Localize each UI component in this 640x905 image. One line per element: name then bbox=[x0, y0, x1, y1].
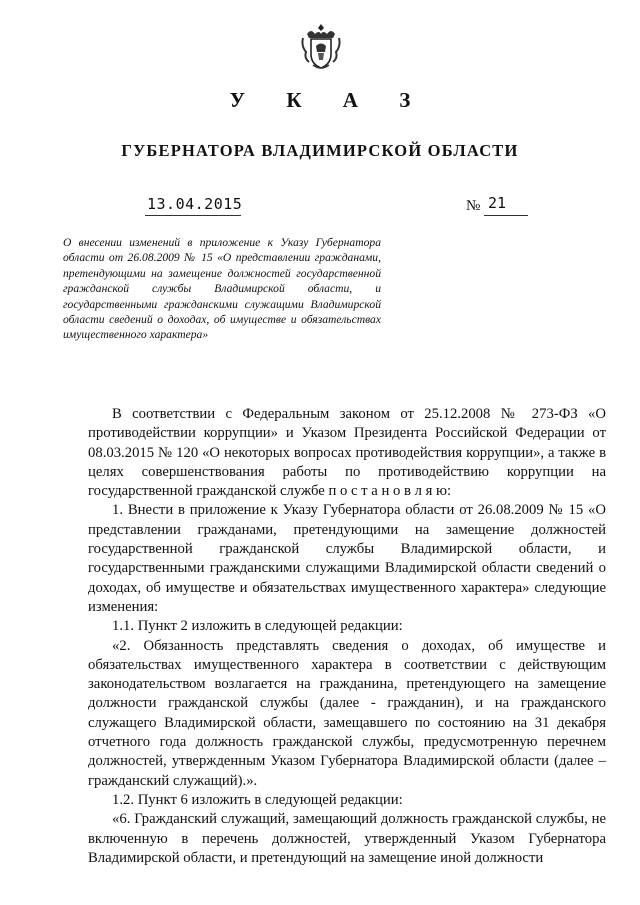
document-title: У К А З bbox=[229, 88, 429, 112]
paragraph-preamble: В соответствии с Федеральным законом от 25.12.2008 № 273-ФЗ «О противодействии коррупции» и Указом Президента Российской Федерации от 08.03.2015 № 120 «О некоторых вопросах противодействия коррупции», а также в целях совершенствования работы по противодействию коррупции на государственной гражданской службе п о с т а н о в л я ю: bbox=[88, 406, 606, 500]
decree-date: 13.04.2015 bbox=[147, 195, 243, 213]
paragraph-item-2-text: «2. Обязанность представлять сведения о доходах, об имуществе и обязательствах имущественного характера в соответствии с действующим законодательством возлагается на гражданина, претендующего на замещение должности гражданской службы (далее - гражданин), и на гражданского служащего Владимирской области, замещавшего по состоянию на 31 декабря отчетного года должность гражданской службы, предусмотренную перечнем должностей, утвержденным Указом Губернатора Владимирской области (далее – гражданский служащий).». bbox=[88, 637, 606, 789]
issuer-heading: ГУБЕРНАТОРА ВЛАДИМИРСКОЙ ОБЛАСТИ bbox=[121, 141, 519, 160]
decree-subject: О внесении изменений в приложение к Указу Губернатора области от 26.08.2009 № 15 «О представлении гражданами, претендующими на замещение должностей государственной гражданской службы Владимирской области, и государственными гражданскими служащими Владимирской области сведений о доходах, об имуществе и обязательствах имущественного характера» bbox=[63, 236, 381, 342]
decree-number: 21 bbox=[488, 194, 507, 212]
paragraph-item-1-2: 1.2. Пункт 6 изложить в следующей редакции: bbox=[112, 791, 403, 808]
number-underline bbox=[484, 215, 528, 216]
paragraph-item-1: 1. Внести в приложение к Указу Губернатора области от 26.08.2009 № 15 «О представлении гражданами, претендующими на замещение должностей государственной гражданской службы Владимирской области, и государственными гражданскими служащими Владимирской области сведений о доходах, об имуществе и обязательствах имущественного характера» следующие изменения: bbox=[88, 502, 606, 615]
coat-of-arms-icon bbox=[301, 22, 341, 72]
decree-body bbox=[88, 405, 606, 868]
number-label: № bbox=[466, 198, 481, 214]
paragraph-item-6-text: «6. Гражданский служащий, замещающий должность гражданской службы, не включенную в перечень должностей, утвержденный Указом Губернатора Владимирской области, и претендующий на замещение иной должности bbox=[88, 811, 606, 866]
date-underline bbox=[145, 215, 241, 216]
paragraph-item-1-1: 1.1. Пункт 2 изложить в следующей редакции: bbox=[112, 618, 403, 635]
